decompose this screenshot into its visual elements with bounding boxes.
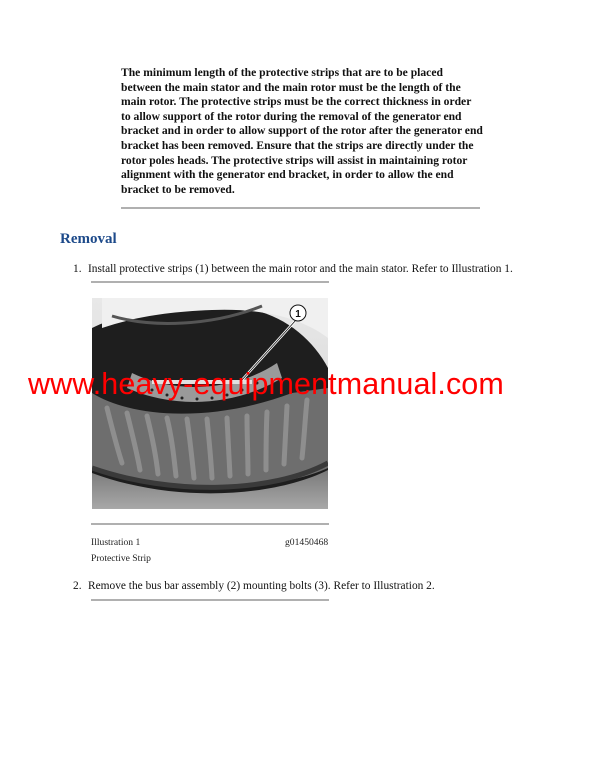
illustration-label: Illustration 1 [91,537,141,548]
illustration-caption: Protective Strip [91,553,151,564]
watermark: www.heavy-equipmentmanual.com [28,367,504,401]
figure-2-top-rule [91,599,329,601]
illustration-1-image [92,298,328,509]
note-separator [121,207,480,209]
step-2 [73,580,435,592]
figure-top-rule [91,281,329,283]
illustration-graphic-id: g01450468 [285,537,329,548]
step-text: Install protective strips (1) between the main rotor and the main stator. Refer to Illustration 1. [88,263,513,275]
generator-stator-photo [92,298,328,509]
section-heading-removal: Removal [60,231,117,247]
important-note: The minimum length of the protective strips that are to be placed between the main stator and the main rotor must be the length of the main rotor. The protective strips must be the correct thickness in order to allow support of the rotor during the removal of the generator end bracket and in order to allow support of the rotor after the generator end bracket has been removed. Ensure that the strips are directly under the rotor poles heads. The protective strips will assist in maintaining rotor alignment with the generator end bracket, in order to allow the end bracket to be removed. [121,66,483,196]
step-number: 2. [73,580,82,592]
figure-bottom-rule [91,523,329,525]
step-text: Remove the bus bar assembly (2) mounting bolts (3). Refer to Illustration 2. [88,580,435,592]
step-number: 1. [73,263,82,275]
svg-text:1: 1 [295,309,301,320]
step-1 [73,263,513,275]
